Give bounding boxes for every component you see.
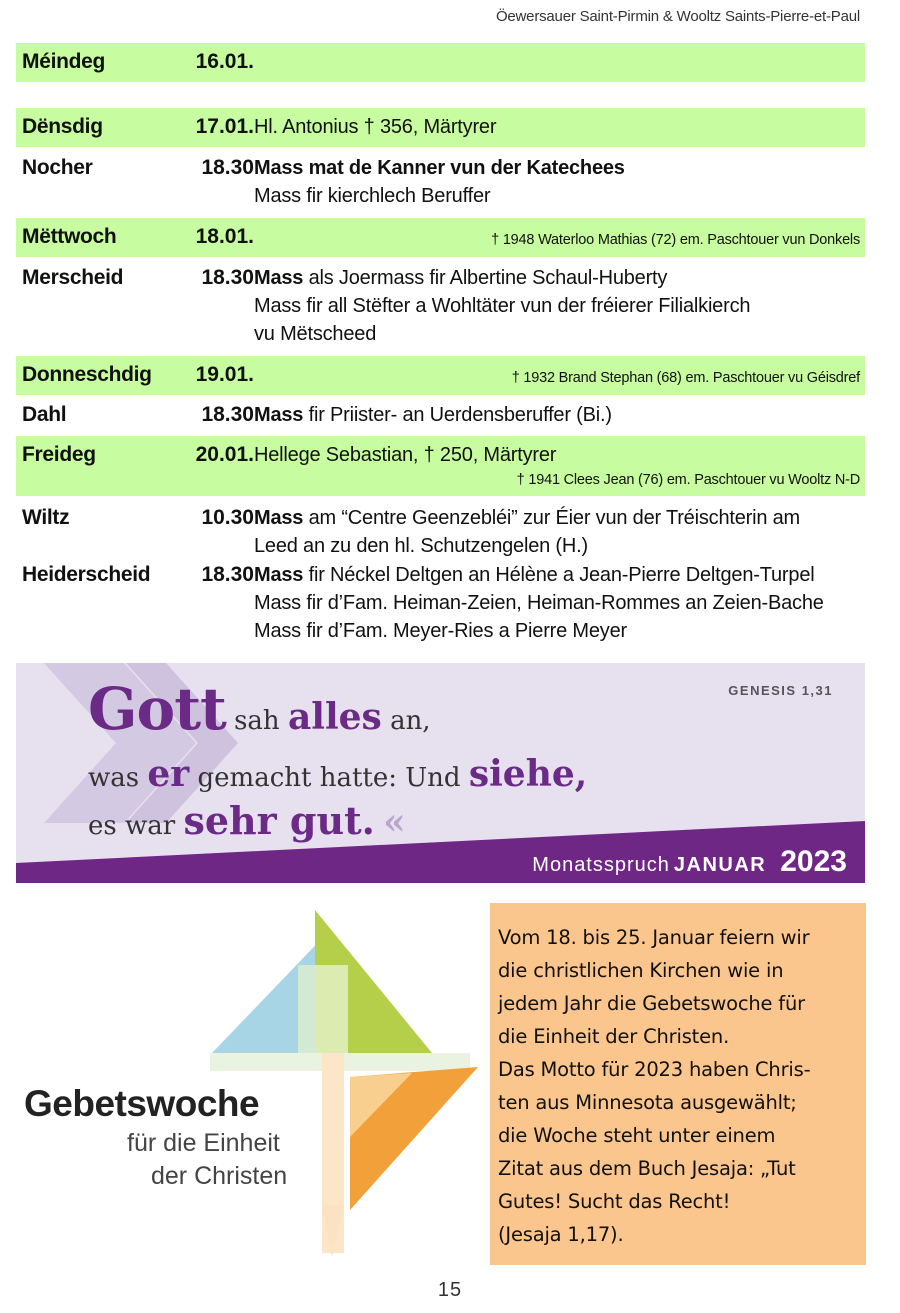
page-header: Öewersauer Saint-Pirmin & Wooltz Saints-Pierre-et-Paul bbox=[495, 8, 860, 25]
place-label: Wiltz bbox=[22, 506, 70, 529]
info-line: (Jesaja 1,17). bbox=[498, 1223, 624, 1246]
mass-title: Mass bbox=[254, 507, 304, 529]
verse-word: sah bbox=[234, 706, 280, 736]
mass-title: Mass bbox=[254, 564, 304, 586]
month-name: JANUAR bbox=[673, 854, 767, 876]
day-label: Méindeg bbox=[22, 50, 106, 73]
mass-row-wiltz bbox=[16, 501, 865, 559]
info-line: jedem Jahr die Gebetswoche für bbox=[498, 992, 805, 1015]
year: 2023 bbox=[780, 845, 847, 878]
mass-row-heiderscheid bbox=[16, 558, 865, 648]
info-line: Das Motto für 2023 haben Chris- bbox=[498, 1058, 811, 1081]
verse-word: was bbox=[88, 763, 140, 793]
place-label: Heiderscheid bbox=[22, 563, 151, 586]
closing-quote-mark: « bbox=[383, 801, 406, 843]
verse-word: Gott bbox=[88, 675, 226, 743]
mass-time: 18.30 bbox=[201, 266, 254, 289]
verse-word: er bbox=[147, 753, 190, 795]
page-number: 15 bbox=[437, 1279, 463, 1301]
mass-line-3: Mass fir d’Fam. Meyer-Ries a Pierre Meyer bbox=[254, 620, 627, 642]
day-row-wednesday bbox=[16, 218, 865, 257]
mass-description bbox=[254, 504, 800, 560]
monatsspruch-word: Monatsspruch bbox=[532, 854, 670, 876]
verse-word: gemacht hatte: Und bbox=[197, 763, 461, 793]
mass-text: fir Néckel Deltgen an Hélène a Jean-Pierre Deltgen-Turpel bbox=[303, 564, 815, 586]
day-date: 17.01. bbox=[195, 115, 254, 138]
logo-subtitle-2: der Christen bbox=[151, 1162, 288, 1190]
place-label: Dahl bbox=[22, 403, 67, 426]
day-row-thursday bbox=[16, 356, 865, 395]
info-line: die Einheit der Christen. bbox=[498, 1025, 730, 1048]
mass-row-nocher bbox=[16, 151, 865, 211]
info-line: Zitat aus dem Buch Jesaja: „Tut bbox=[498, 1157, 796, 1180]
mass-text: fir Priister- an Uerdensberuffer (Bi.) bbox=[303, 404, 612, 426]
mass-title: Mass bbox=[254, 404, 304, 426]
info-line: Gutes! Sucht das Recht! bbox=[498, 1190, 731, 1213]
day-label: Dënsdig bbox=[22, 115, 103, 138]
mass-line-2: Leed an zu den hl. Schutzengelen (H.) bbox=[254, 535, 588, 557]
prayer-week-info-box bbox=[490, 903, 866, 1265]
mass-line-2: Mass fir kierchlech Beruffer bbox=[254, 185, 491, 207]
day-note: † 1948 Waterloo Mathias (72) em. Paschtouer vun Donkels bbox=[491, 232, 860, 248]
day-description: Hl. Antonius † 356, Märtyrer bbox=[254, 116, 497, 138]
day-note: † 1941 Clees Jean (76) em. Paschtouer vu Wooltz N-D bbox=[516, 472, 860, 488]
day-date: 19.01. bbox=[195, 363, 254, 386]
mass-time: 18.30 bbox=[201, 563, 254, 586]
info-line: die Woche steht unter einem bbox=[498, 1124, 776, 1147]
verse-reference: GENESIS 1,31 bbox=[728, 683, 833, 698]
day-date: 16.01. bbox=[195, 50, 254, 73]
info-line: Vom 18. bis 25. Januar feiern wir bbox=[498, 926, 810, 949]
mass-time: 10.30 bbox=[201, 506, 254, 529]
mass-time: 18.30 bbox=[201, 156, 254, 179]
day-row-tuesday bbox=[16, 108, 865, 147]
mass-description bbox=[254, 264, 750, 348]
place-label: Nocher bbox=[22, 156, 93, 179]
info-line: die christlichen Kirchen wie in bbox=[498, 959, 784, 982]
monatsspruch-label bbox=[532, 845, 847, 879]
day-label: Freideg bbox=[22, 443, 96, 466]
verse-word: es war bbox=[88, 811, 176, 841]
mass-title: Mass mat de Kanner vun der Katechees bbox=[254, 157, 625, 179]
day-label: Donneschdig bbox=[22, 363, 152, 386]
day-description: Hellege Sebastian, † 250, Märtyrer bbox=[254, 444, 557, 466]
mass-title: Mass bbox=[254, 267, 304, 289]
mass-description bbox=[254, 154, 625, 210]
mass-line-2: Mass fir all Stëfter a Wohltäter vun der fréierer Filialkierch bbox=[254, 295, 751, 317]
verse-word: siehe, bbox=[468, 753, 588, 795]
mass-row-merscheid bbox=[16, 261, 865, 351]
logo-subtitle-1: für die Einheit bbox=[127, 1129, 280, 1157]
mass-description bbox=[254, 561, 824, 645]
logo-title: Gebetswoche bbox=[24, 1083, 260, 1124]
mass-description bbox=[254, 401, 612, 429]
mass-text: als Joermass fir Albertine Schaul-Huberty bbox=[303, 267, 668, 289]
mass-row-dahl bbox=[16, 398, 865, 432]
day-row-friday bbox=[16, 436, 865, 496]
gebetswoche-logo bbox=[20, 905, 480, 1260]
monthly-verse-banner bbox=[16, 663, 865, 883]
mass-line-2: Mass fir d’Fam. Heiman-Zeien, Heiman-Rommes an Zeien-Bache bbox=[254, 592, 824, 614]
mass-text: am “Centre Geenzebléi” zur Éier vun der Tréischterin am bbox=[303, 507, 801, 529]
verse-word: an, bbox=[390, 706, 431, 736]
day-label: Mëttwoch bbox=[22, 225, 117, 248]
day-date: 18.01. bbox=[195, 225, 254, 248]
place-label: Merscheid bbox=[22, 266, 124, 289]
verse-word: alles bbox=[287, 696, 382, 738]
info-line: ten aus Minnesota ausgewählt; bbox=[498, 1091, 797, 1114]
day-date: 20.01. bbox=[195, 443, 254, 466]
verse-word: sehr gut. bbox=[183, 798, 375, 843]
day-row-monday bbox=[16, 43, 865, 82]
mass-time: 18.30 bbox=[201, 403, 254, 426]
mass-line-3: vu Mëtscheed bbox=[254, 323, 377, 345]
day-note: † 1932 Brand Stephan (68) em. Paschtouer vu Géisdref bbox=[511, 370, 860, 386]
